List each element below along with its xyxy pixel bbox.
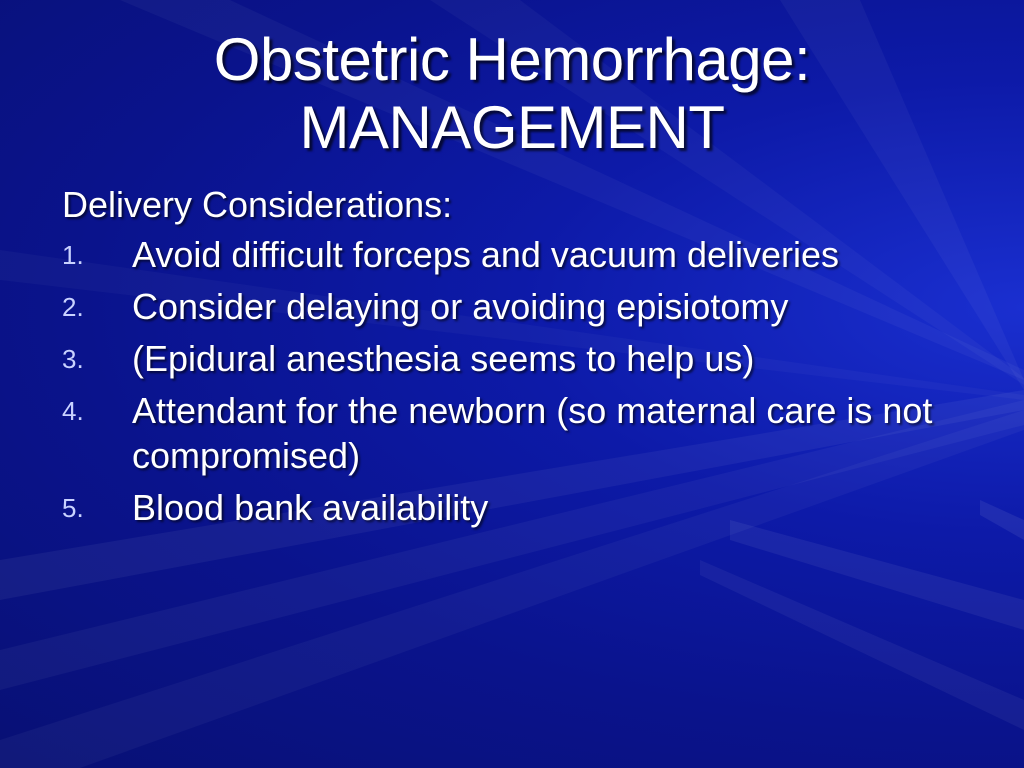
list-number: 4. [62, 396, 84, 426]
title-line-1: Obstetric Hemorrhage: [213, 26, 811, 93]
list-item [62, 485, 982, 530]
numbered-list [62, 232, 982, 530]
list-item-text: (Epidural anesthesia seems to help us) [132, 338, 755, 379]
list-number: 2. [62, 292, 84, 322]
list-item [62, 232, 982, 277]
title-line-2: MANAGEMENT [299, 94, 725, 161]
list-item-text: Blood bank availability [132, 487, 489, 528]
list-number: 1. [62, 240, 84, 270]
section-heading: Delivery Considerations: [62, 184, 453, 225]
list-item [62, 284, 982, 329]
list-item-text: Avoid difficult forceps and vacuum deliveries [132, 234, 840, 275]
slide-title [40, 26, 984, 162]
list-item [62, 388, 982, 478]
list-item-text: Consider delaying or avoiding episiotomy [132, 286, 789, 327]
list-number: 5. [62, 493, 84, 523]
slide-content [62, 182, 982, 537]
list-item [62, 336, 982, 381]
list-item-text: Attendant for the newborn (so maternal care is not compromised) [132, 390, 933, 476]
list-number: 3. [62, 344, 84, 374]
